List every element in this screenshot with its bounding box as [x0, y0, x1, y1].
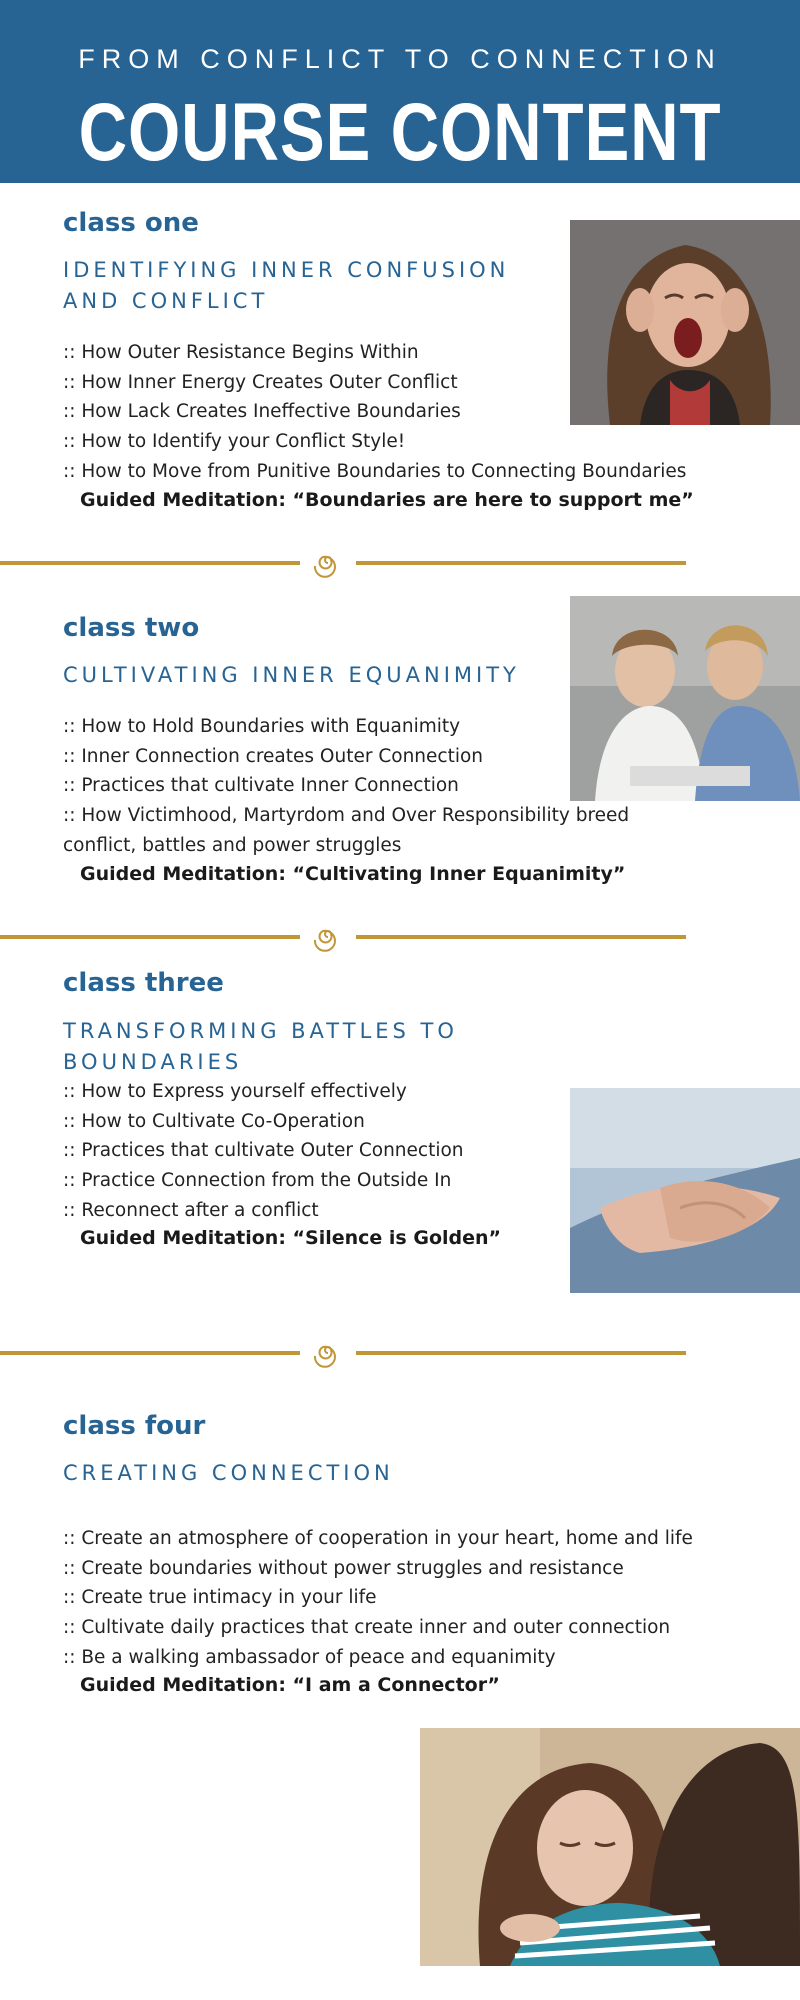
swirl-ornament-icon [310, 922, 346, 952]
list-item: :: How Victimhood, Martyrdom and Over Responsibility breed [63, 805, 630, 827]
class-two-heading: CULTIVATING INNER EQUANIMITY [63, 663, 520, 687]
list-item: :: How Outer Resistance Begins Within [63, 342, 419, 363]
list-item: :: How Inner Energy Creates Outer Conflict [63, 371, 458, 393]
list-item: :: Create boundaries without power struggles and resistance [63, 1557, 624, 1579]
page-title: COURSE CONTENT [78, 87, 722, 178]
list-item: :: Practices that cultivate Outer Connection [63, 1140, 464, 1162]
daughter-hug-photo [420, 1728, 800, 1966]
class-two-bullets [63, 712, 629, 861]
list-item: :: How to Move from Punitive Boundaries to Connecting Boundaries [63, 460, 687, 482]
list-item: :: Practice Connection from the Outside In [63, 1170, 452, 1192]
mother-daughter-argument-photo [570, 596, 800, 801]
class-two-meditation: Guided Meditation: “Cultivating Inner Equanimity” [80, 863, 626, 885]
list-item: :: Reconnect after a conflict [63, 1199, 319, 1221]
class-one-meditation: Guided Meditation: “Boundaries are here to support me” [80, 489, 694, 511]
section-divider [0, 548, 686, 578]
page-header [0, 0, 800, 183]
list-item: :: Cultivate daily practices that create inner and outer connection [63, 1617, 671, 1639]
list-item: :: How to Cultivate Co-Operation [63, 1110, 365, 1132]
class-one-heading: IDENTIFYING INNER CONFUSION AND CONFLICT [63, 258, 510, 313]
list-item: :: Create an atmosphere of cooperation in your heart, home and life [63, 1528, 693, 1549]
class-three-heading: TRANSFORMING BATTLES TO BOUNDARIES [63, 1019, 458, 1074]
list-item: :: Inner Connection creates Outer Connection [63, 745, 484, 767]
class-three-meditation: Guided Meditation: “Silence is Golden” [80, 1227, 502, 1249]
class-three-label: class three [63, 968, 224, 998]
swirl-ornament-icon [310, 1338, 346, 1368]
section-divider [0, 1338, 686, 1368]
screaming-girl-photo [570, 220, 800, 425]
list-item: :: How to Hold Boundaries with Equanimity [63, 716, 461, 737]
class-four-bullets [63, 1524, 693, 1673]
class-four-meditation: Guided Meditation: “I am a Connector” [80, 1674, 500, 1696]
list-item: :: How Lack Creates Ineffective Boundaries [63, 401, 461, 423]
class-one-label: class one [63, 208, 199, 238]
class-two-label: class two [63, 613, 200, 643]
list-item: :: Be a walking ambassador of peace and equanimity [63, 1646, 556, 1668]
holding-hands-photo [570, 1088, 800, 1293]
list-item: :: Practices that cultivate Inner Connection [63, 775, 459, 797]
list-item: conflict, battles and power struggles [63, 834, 402, 856]
class-four-heading: CREATING CONNECTION [63, 1461, 394, 1485]
class-three-bullets [63, 1077, 464, 1226]
list-item: :: Create true intimacy in your life [63, 1587, 377, 1609]
section-divider [0, 922, 686, 952]
list-item: :: How to Identify your Conflict Style! [63, 431, 406, 453]
header-kicker: FROM CONFLICT TO CONNECTION [78, 44, 722, 74]
swirl-ornament-icon [310, 548, 346, 578]
class-four-label: class four [63, 1411, 206, 1441]
list-item: :: How to Express yourself effectively [63, 1081, 407, 1102]
